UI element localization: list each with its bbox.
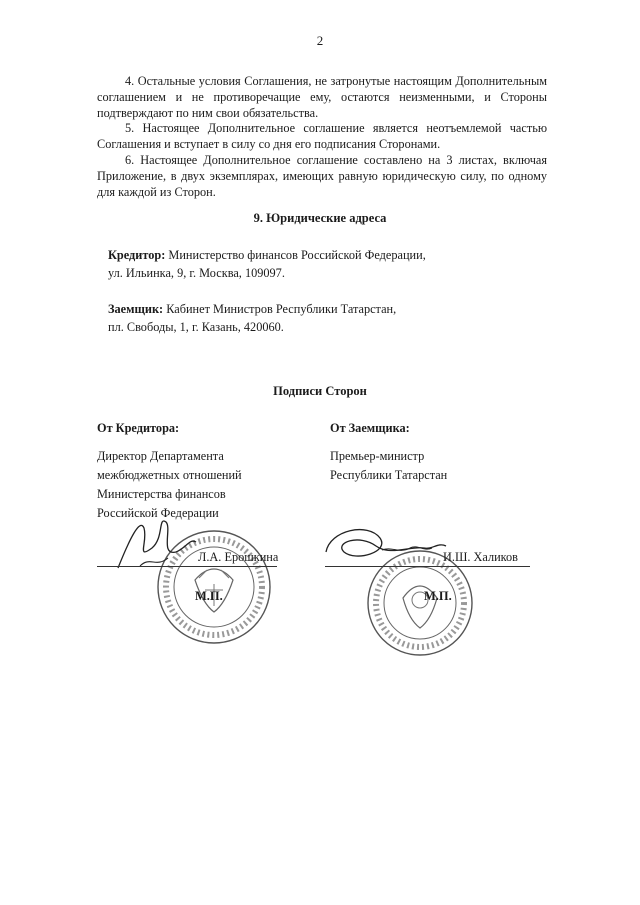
creditor-heading: От Кредитора: xyxy=(97,421,180,435)
borrower-signature xyxy=(320,512,450,572)
creditor-signature-line xyxy=(97,566,277,567)
creditor-position-line: межбюджетных отношений xyxy=(97,468,242,482)
creditor-label: Кредитор: xyxy=(108,248,166,262)
borrower-stamp-label: М.П. xyxy=(424,589,452,603)
creditor-signer-name: Л.А. Ерошкина xyxy=(198,550,279,564)
borrower-line2: пл. Свободы, 1, г. Казань, 420060. xyxy=(108,320,284,334)
borrower-label: Заемщик: xyxy=(108,302,164,316)
clause-5: 5. Настоящее Дополнительное соглашение является неотъемлемой частью Соглашения и вступает в силу со дня его подписания Сторонами. xyxy=(97,121,547,152)
signatures-title: Подписи Сторон xyxy=(273,384,367,398)
creditor-stamp-label: М.П. xyxy=(195,589,223,603)
creditor-signature xyxy=(110,508,205,578)
borrower-line1: Кабинет Министров Республики Татарстан, xyxy=(166,302,397,316)
clauses-block xyxy=(97,74,547,200)
borrower-position-line: Республики Татарстан xyxy=(330,468,448,482)
borrower-address xyxy=(108,300,396,336)
borrower-signature-line xyxy=(325,566,530,567)
creditor-position-line: Министерства финансов xyxy=(97,487,226,501)
creditor-position-line: Российской Федерации xyxy=(97,506,219,520)
borrower-position-line: Премьер-министр xyxy=(330,449,425,463)
page-number: 2 xyxy=(316,33,324,48)
clause-6: 6. Настоящее Дополнительное соглашение составлено на 3 листах, включая Приложение, в двух экземплярах, имеющих равную юридическую силу, по одному для каждой из Сторон. xyxy=(97,152,547,199)
creditor-address xyxy=(108,246,426,282)
borrower-signer-name: И.Ш. Халиков xyxy=(443,550,518,564)
creditor-line2: ул. Ильинка, 9, г. Москва, 109097. xyxy=(108,266,285,280)
creditor-line1: Министерство финансов Российской Федерации, xyxy=(168,248,426,262)
borrower-heading: От Заемщика: xyxy=(330,421,410,435)
clause-4: 4. Остальные условия Соглашения, не затронутые настоящим Дополнительным соглашением и не противоречащие ему, остаются неизменными, и Стороны подтверждают по ним свои обязательства. xyxy=(97,74,547,120)
section-title: 9. Юридические адреса xyxy=(253,211,387,225)
creditor-position-line: Директор Департамента xyxy=(97,449,224,463)
borrower-position xyxy=(330,447,447,485)
